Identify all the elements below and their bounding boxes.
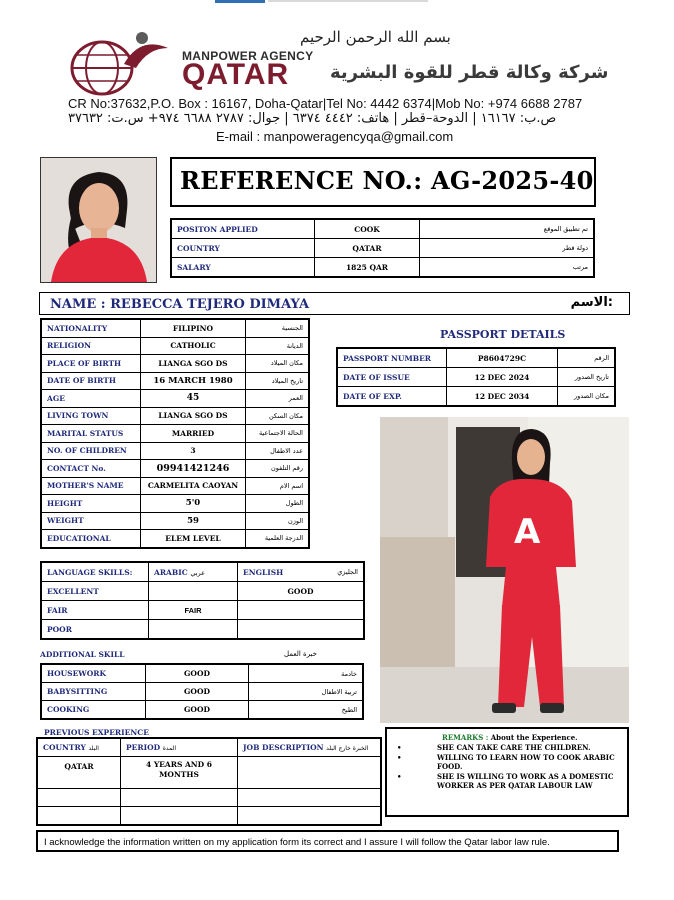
svg-text:A: A [514,512,541,552]
experience-period: 4 YEARS AND 6 MONTHS [121,757,238,789]
passport-label-arabic: تاريخ الصدور [558,368,616,387]
table-row [41,601,364,620]
table-row [41,355,309,373]
country-label-arabic: دولة قطر [420,239,595,258]
detail-value: 5'0 [141,495,246,513]
country-value: QATAR [315,239,420,258]
detail-label-arabic: رقم التلفون [246,460,310,478]
detail-value: 59 [141,512,246,530]
remarks-box [385,727,629,817]
additional-skill-heading-arabic: خبرة العمل [284,650,317,658]
passport-label: PASSPORT NUMBER [337,348,447,368]
passport-label-arabic: مكان الصدور [558,387,616,407]
detail-label-arabic: الدرجة العلمية [246,530,310,548]
table-row [41,562,364,582]
reference-number-box [170,157,596,207]
position-value: COOK [315,219,420,239]
detail-label: AGE [41,390,141,408]
top-accent-bar-grey [268,0,428,2]
agency-logo-globe-icon [64,28,174,98]
table-row [337,348,615,368]
english-label: ENGLISH [243,567,284,577]
detail-label: NATIONALITY [41,319,141,337]
detail-value: CARMELITA CAOYAN [141,477,246,495]
list-item: • SHE IS WILLING TO WORK AS A DOMESTIC WORKER AS PER QATAR LABOUR LAW [393,772,625,790]
arabic-level-value: FAIR [149,601,238,620]
detail-label-arabic: الديانة [246,337,310,355]
remarks-title [442,733,578,742]
detail-label-arabic: الوزن [246,512,310,530]
salary-label: SALARY [171,258,315,278]
passport-value: 12 DEC 2034 [447,387,558,407]
applicant-portrait-photo [40,157,157,283]
detail-value: LIANGA SGO DS [141,355,246,373]
language-level-label: FAIR [41,601,149,620]
experience-job [238,807,382,826]
skill-label-arabic: تربية الاطفال [249,683,364,701]
applicant-name: NAME : REBECCA TEJERO DIMAYA [50,297,310,312]
detail-label: LIVING TOWN [41,407,141,425]
table-row [41,701,363,720]
detail-value: 09941421246 [141,460,246,478]
applicant-full-body-photo [380,417,629,723]
table-row [41,442,309,460]
additional-skill-heading: ADDITIONAL SKILL [40,650,125,659]
salary-label-arabic: مرتب [420,258,595,278]
arabic-label-arabic: عربي [190,568,206,577]
skill-value: GOOD [146,701,249,720]
job-header-arabic: الخبرة خارج البلد [326,745,369,752]
period-column-header [121,738,238,757]
position-table [170,218,595,278]
detail-label-arabic: الطول [246,495,310,513]
detail-label: HEIGHT [41,495,141,513]
top-accent-bar [215,0,265,3]
detail-label: EDUCATIONAL [41,530,141,548]
detail-label-arabic: عدد الاطفال [246,442,310,460]
contact-line-arabic: ص.ب: ١٦١٦٧ | الدوحة–قطر | هاتف: ٤٤٤٢ ٦٣٧٤ | جوال: ٢٧٨٧ ٦٦٨٨ ٩٧٤+ س.ت: ٣٧٦٣٢ [68,111,557,126]
bismillah: بسم الله الرحمن الرحيم [300,28,451,46]
language-level-label: EXCELLENT [41,582,149,601]
detail-value: LIANGA SGO DS [141,407,246,425]
experience-job [238,757,382,789]
detail-label-arabic: مكان السكن [246,407,310,425]
detail-value: FILIPINO [141,319,246,337]
agency-email[interactable]: E-mail : manpoweragencyqa@gmail.com [216,129,454,144]
table-row [41,460,309,478]
passport-table [336,347,616,407]
detail-label-arabic: الحالة الاجتماعية [246,425,310,443]
agency-name: QATAR [182,58,290,91]
table-row [37,738,381,757]
detail-value: MARRIED [141,425,246,443]
position-label-arabic: تم تطبيق الموقع [420,219,595,239]
skill-label: COOKING [41,701,146,720]
table-row [41,512,309,530]
experience-country [37,807,121,826]
applicant-name-arabic-label: الاسم: [570,295,613,310]
english-column-header [238,562,365,582]
table-row [171,239,594,258]
table-row [37,757,381,789]
table-row [41,425,309,443]
country-header: COUNTRY [43,743,86,752]
table-row [37,807,381,826]
passport-label-arabic: الرقم [558,348,616,368]
table-row [337,368,615,387]
english-level-value [238,601,365,620]
additional-skills-table [40,663,364,720]
table-row [41,582,364,601]
arabic-column-header [149,562,238,582]
agency-name-arabic: شركة وكالة قطر للقوة البشرية [330,62,609,83]
skill-value: GOOD [146,664,249,683]
detail-label: NO. OF CHILDREN [41,442,141,460]
remarks-subtitle: About the Experience. [490,733,578,742]
experience-country [37,789,121,807]
skill-label: BABYSITTING [41,683,146,701]
skill-label-arabic: خادمة [249,664,364,683]
previous-experience-heading: PREVIOUS EXPERIENCE [44,728,149,737]
country-label: COUNTRY [171,239,315,258]
detail-value: CATHOLIC [141,337,246,355]
salary-value: 1825 QAR [315,258,420,278]
english-level-value [238,620,365,640]
arabic-label: ARABIC [154,567,188,577]
passport-value: 12 DEC 2024 [447,368,558,387]
language-skills-table [40,561,365,640]
list-item: • SHE CAN TAKE CARE THE CHILDREN. [393,743,625,752]
table-row [41,664,363,683]
table-row [37,789,381,807]
remarks-label: REMARKS : [442,733,489,742]
detail-label: CONTACT No. [41,460,141,478]
detail-label-arabic: الجنسية [246,319,310,337]
table-row [41,683,363,701]
country-header-arabic: البلد [88,745,99,752]
detail-value: 16 MARCH 1980 [141,372,246,390]
remarks-list [393,743,625,791]
contact-line-english: CR No:37632,P.O. Box : 16167, Doha-Qatar|Tel No: 4442 6374|Mob No: +974 6688 2787 [68,96,583,111]
table-row [41,390,309,408]
arabic-level-value [149,620,238,640]
english-label-arabic: الجليزي [337,567,358,576]
table-row [171,219,594,239]
passport-label: DATE OF ISSUE [337,368,447,387]
table-row [41,620,364,640]
detail-label: MOTHER'S NAME [41,477,141,495]
table-row [41,407,309,425]
language-level-label: POOR [41,620,149,640]
experience-country: QATAR [37,757,121,789]
job-header: JOB DESCRIPTION [243,743,324,752]
detail-value: 45 [141,390,246,408]
detail-label: MARITAL STATUS [41,425,141,443]
table-row [171,258,594,278]
english-level-value: GOOD [238,582,365,601]
detail-label: WEIGHT [41,512,141,530]
table-row [41,495,309,513]
detail-label-arabic: تاريخ الميلاد [246,372,310,390]
agency-subtitle: MANPOWER AGENCY [182,49,314,63]
detail-label: DATE OF BIRTH [41,372,141,390]
experience-period [121,789,238,807]
reference-number: REFERENCE NO.: AG-2025-40 [180,166,594,195]
personal-details-table [40,318,310,549]
arabic-level-value [149,582,238,601]
table-row [41,319,309,337]
passport-details-title: PASSPORT DETAILS [440,328,566,341]
table-row [41,477,309,495]
detail-value: 3 [141,442,246,460]
detail-value: ELEM LEVEL [141,530,246,548]
country-column-header [37,738,121,757]
job-column-header [238,738,382,757]
experience-job [238,789,382,807]
skill-label-arabic: الطبخ [249,701,364,720]
acknowledgement-statement: I acknowledge the information written on my application form its correct and I assure I will follow the Qatar labor law rule. [36,830,619,852]
experience-period [121,807,238,826]
skill-value: GOOD [146,683,249,701]
applicant-name-bar [39,292,630,315]
detail-label-arabic: العمر [246,390,310,408]
previous-experience-table [36,737,382,826]
skill-label: HOUSEWORK [41,664,146,683]
position-label: POSITON APPLIED [171,219,315,239]
list-item: • WILLING TO LEARN HOW TO COOK ARABIC FOOD. [393,753,625,771]
detail-label: PLACE OF BIRTH [41,355,141,373]
detail-label-arabic: اسم الام [246,477,310,495]
table-row [41,337,309,355]
detail-label-arabic: مكان الميلاد [246,355,310,373]
passport-label: DATE OF EXP. [337,387,447,407]
detail-label: RELIGION [41,337,141,355]
language-skills-label: LANGUAGE SKILLS: [41,562,149,582]
table-row [41,530,309,548]
period-header-arabic: المدة [162,745,177,752]
table-row [41,372,309,390]
passport-value: P8604729C [447,348,558,368]
table-row [337,387,615,407]
period-header: PERIOD [126,743,161,752]
